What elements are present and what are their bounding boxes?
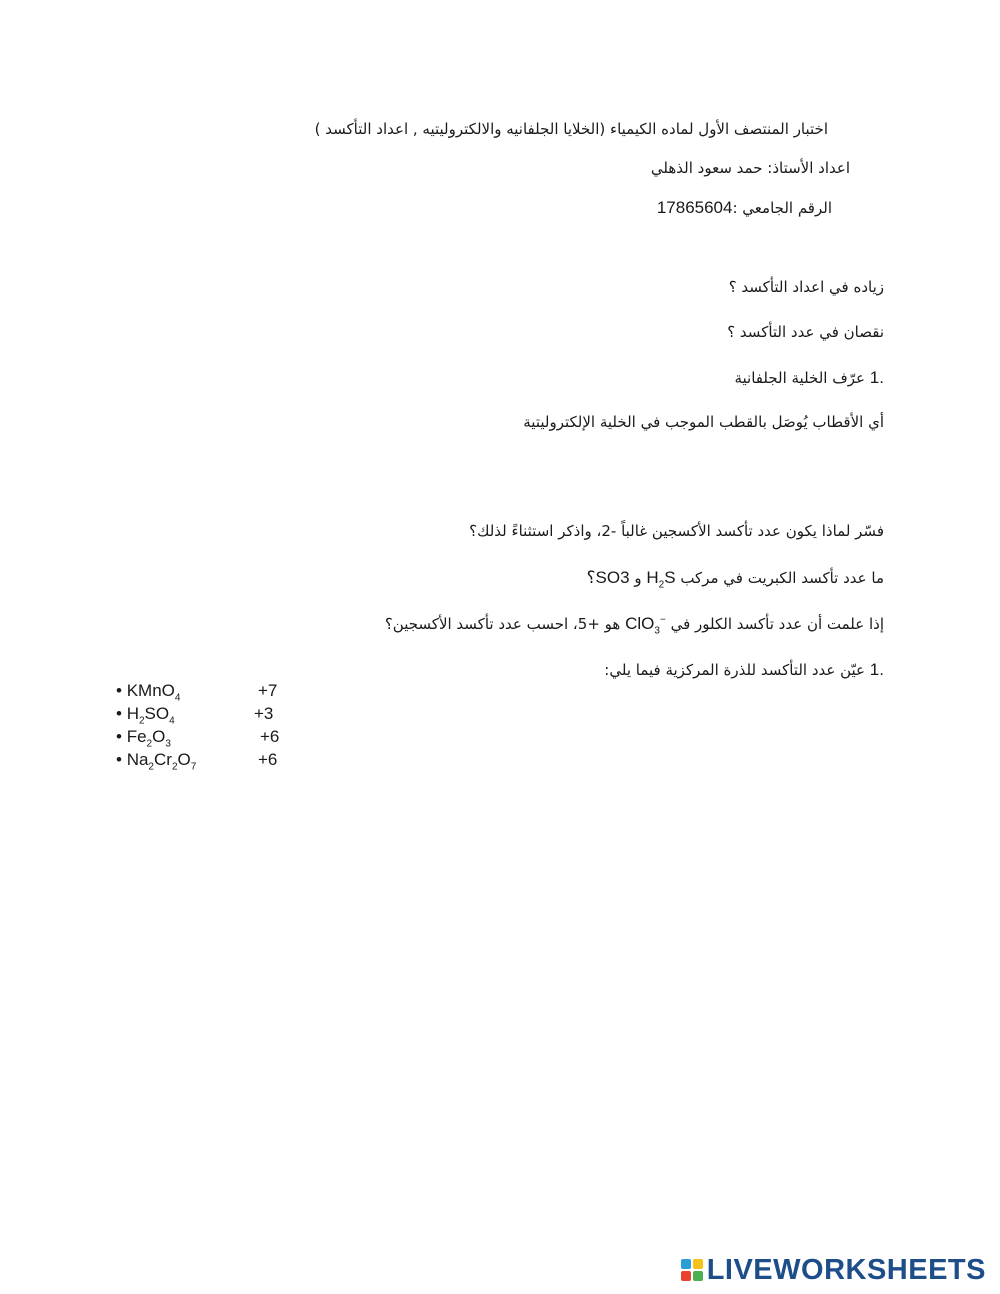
- logo-text: LIVEWORKSHEETS: [706, 1253, 986, 1286]
- question-text: إذا علمت أن عدد تأكسد الكلور في: [670, 615, 884, 633]
- student-id: [657, 198, 832, 218]
- list-item: [116, 681, 316, 704]
- question-define-galvanic: [734, 368, 884, 388]
- conjunction: و: [634, 569, 642, 587]
- question-oxygen-oxidation: فسّر لماذا يكون عدد تأكسد الأكسجين غالباً -2، واذكر استثناءً لذلك؟: [469, 522, 884, 540]
- logo-square: [693, 1271, 703, 1281]
- question-electrolytic-electrode: أي الأقطاب يُوصَل بالقطب الموجب في الخلية الإلكتروليتية: [523, 413, 884, 431]
- question-text: عيّن عدد التأكسد للذرة المركزية فيما يلي:: [604, 661, 866, 679]
- student-id-value: 17865604: [656, 198, 733, 217]
- question-assign-oxidation: [604, 660, 884, 680]
- liveworksheets-logo: [681, 1255, 986, 1285]
- formula-so3: SO3؟: [586, 568, 630, 587]
- question-increase-oxidation: زياده في اعداد التأكسد ؟: [728, 278, 884, 296]
- question-text: هو +5، احسب عدد تأكسد الأكسجين؟: [384, 615, 621, 633]
- logo-icon: [681, 1259, 703, 1281]
- compound-list: [116, 681, 316, 773]
- compound-formula: • KMnO$_4$: [116, 681, 181, 704]
- compound-formula: • $Na_2Cr_2O_7$: [116, 750, 197, 773]
- list-item: [116, 704, 316, 727]
- page-title: اختبار المنتصف الأول لماده الكيمياء (الخلايا الجلفانيه والالكتروليتيه , اعداد التأكسد ): [314, 120, 828, 138]
- formula-h2s: $H_2S$: [646, 568, 676, 591]
- question-sulfur-oxidation: [586, 568, 884, 590]
- logo-square: [693, 1259, 703, 1269]
- list-item: [116, 727, 316, 750]
- oxidation-value[interactable]: +3: [254, 704, 274, 723]
- question-text: عرّف الخلية الجلفانية: [734, 369, 866, 387]
- logo-square: [681, 1271, 691, 1281]
- compound-formula: • $Fe_2O_3$: [116, 727, 171, 750]
- compound-formula: • $H_2SO_4$: [116, 704, 175, 727]
- oxidation-value[interactable]: +6: [258, 750, 278, 769]
- question-number: .1: [869, 368, 884, 387]
- question-decrease-oxidation: نقصان في عدد التأكسد ؟: [727, 323, 884, 341]
- question-chlorate-oxygen: [385, 614, 884, 636]
- question-number: .1: [869, 660, 884, 679]
- oxidation-value[interactable]: +7: [258, 681, 278, 700]
- oxidation-value[interactable]: +6: [260, 727, 280, 746]
- student-id-label: الرقم الجامعي :: [732, 199, 832, 217]
- teacher-name: اعداد الأستاذ: حمد سعود الذهلي: [650, 159, 850, 177]
- list-item: [116, 750, 316, 773]
- question-text: ما عدد تأكسد الكبريت في مركب: [680, 569, 884, 587]
- formula-clo3: ClO$_3$−: [625, 614, 666, 637]
- logo-square: [681, 1259, 691, 1269]
